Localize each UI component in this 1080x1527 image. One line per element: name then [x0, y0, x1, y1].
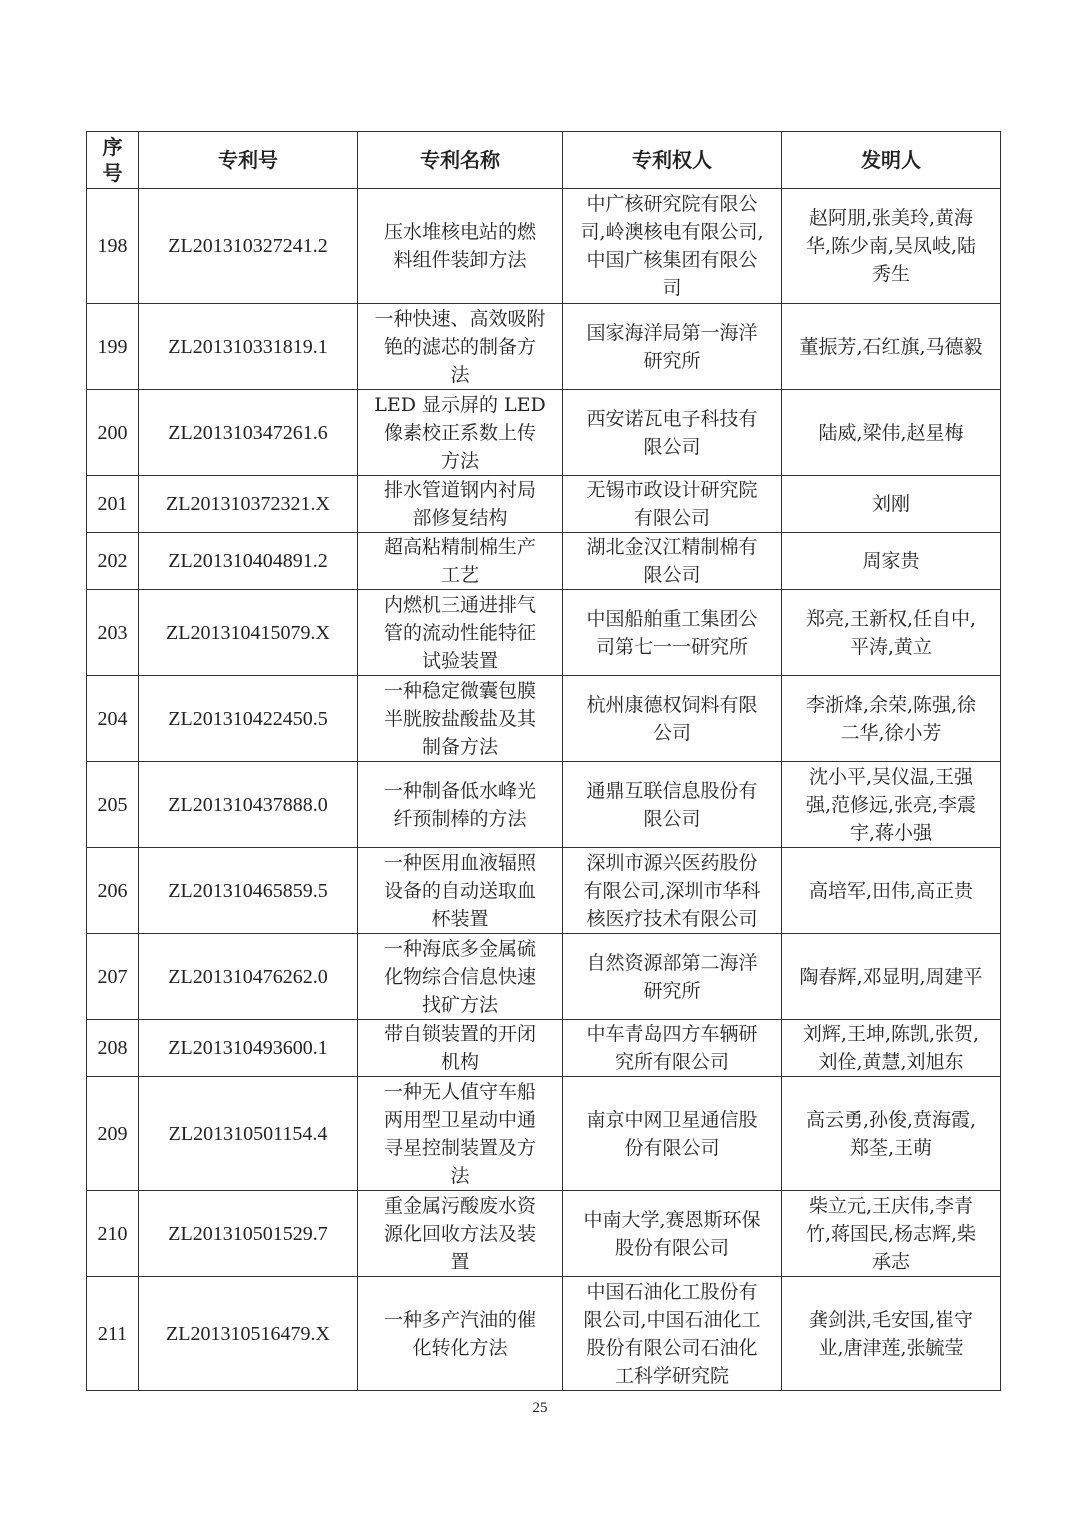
patent-name-cell: 排水管道钢内衬局 部修复结构 — [358, 476, 563, 533]
serial-number-cell: 200 — [87, 390, 139, 476]
table-header-row — [87, 132, 1001, 189]
header-patent-number: 专利号 — [139, 132, 358, 189]
inventors-cell: 沈小平,吴仪温,王强 强,范修远,张亮,李震 宇,蒋小强 — [782, 762, 1001, 848]
serial-number-cell: 203 — [87, 590, 139, 676]
inventors-cell: 刘辉,王坤,陈凯,张贺, 刘佺,黄慧,刘旭东 — [782, 1020, 1001, 1077]
patent-owner-cell: 中车青岛四方车辆研 究所有限公司 — [563, 1020, 782, 1077]
patent-owner-cell: 中广核研究院有限公 司,岭澳核电有限公司, 中国广核集团有限公 司 — [563, 189, 782, 304]
serial-number-cell: 208 — [87, 1020, 139, 1077]
header-inventors: 发明人 — [782, 132, 1001, 189]
serial-number-cell: 198 — [87, 189, 139, 304]
patent-number-cell: ZL201310422450.5 — [139, 676, 358, 762]
table-row — [87, 1191, 1001, 1277]
table-row — [87, 1077, 1001, 1191]
header-patent-owner: 专利权人 — [563, 132, 782, 189]
patent-number-cell: ZL201310501529.7 — [139, 1191, 358, 1277]
patent-name-cell: 压水堆核电站的燃 料组件装卸方法 — [358, 189, 563, 304]
patent-owner-cell: 湖北金汉江精制棉有 限公司 — [563, 533, 782, 590]
patent-name-cell: 重金属污酸废水资 源化回收方法及装 置 — [358, 1191, 563, 1277]
patent-owner-cell: 深圳市源兴医药股份 有限公司,深圳市华科 核医疗技术有限公司 — [563, 848, 782, 934]
patent-owner-cell: 中国船舶重工集团公 司第七一一研究所 — [563, 590, 782, 676]
patent-number-cell: ZL201310347261.6 — [139, 390, 358, 476]
header-serial: 序 号 — [87, 132, 139, 189]
patent-owner-cell: 西安诺瓦电子科技有 限公司 — [563, 390, 782, 476]
serial-number-cell: 205 — [87, 762, 139, 848]
inventors-cell: 董振芳,石红旗,马德毅 — [782, 304, 1001, 390]
table-row — [87, 533, 1001, 590]
patent-owner-cell: 中国石油化工股份有 限公司,中国石油化工 股份有限公司石油化 工科学研究院 — [563, 1277, 782, 1391]
patent-number-cell: ZL201310437888.0 — [139, 762, 358, 848]
patent-name-cell: 一种无人值守车船 两用型卫星动中通 寻星控制装置及方 法 — [358, 1077, 563, 1191]
patent-number-cell: ZL201310465859.5 — [139, 848, 358, 934]
patent-name-cell: 一种多产汽油的催 化转化方法 — [358, 1277, 563, 1391]
patent-number-cell: ZL201310331819.1 — [139, 304, 358, 390]
serial-number-cell: 206 — [87, 848, 139, 934]
serial-number-cell: 204 — [87, 676, 139, 762]
inventors-cell: 赵阿朋,张美玲,黄海 华,陈少南,吴凤岐,陆 秀生 — [782, 189, 1001, 304]
patent-owner-cell: 自然资源部第二海洋 研究所 — [563, 934, 782, 1020]
patent-owner-cell: 国家海洋局第一海洋 研究所 — [563, 304, 782, 390]
inventors-cell: 李浙烽,余荣,陈强,徐 二华,徐小芳 — [782, 676, 1001, 762]
page-number: 25 — [532, 1400, 548, 1416]
table-row — [87, 848, 1001, 934]
inventors-cell: 陶春辉,邓显明,周建平 — [782, 934, 1001, 1020]
patent-owner-cell: 南京中网卫星通信股 份有限公司 — [563, 1077, 782, 1191]
inventors-cell: 周家贵 — [782, 533, 1001, 590]
patent-name-cell: 内燃机三通进排气 管的流动性能特征 试验装置 — [358, 590, 563, 676]
table-row — [87, 1277, 1001, 1391]
table-row — [87, 1020, 1001, 1077]
patent-name-cell: 一种海底多金属硫 化物综合信息快速 找矿方法 — [358, 934, 563, 1020]
patent-name-cell: 超高粘精制棉生产 工艺 — [358, 533, 563, 590]
patent-name-cell: 一种稳定微囊包膜 半胱胺盐酸盐及其 制备方法 — [358, 676, 563, 762]
patent-table — [86, 131, 1001, 1391]
patent-owner-cell: 中南大学,赛恩斯环保 股份有限公司 — [563, 1191, 782, 1277]
patent-name-cell: LED 显示屏的 LED 像素校正系数上传 方法 — [358, 390, 563, 476]
table-body — [87, 189, 1001, 1391]
patent-number-cell: ZL201310415079.X — [139, 590, 358, 676]
patent-name-cell: 一种快速、高效吸附 铯的滤芯的制备方 法 — [358, 304, 563, 390]
table-row — [87, 590, 1001, 676]
patent-number-cell: ZL201310516479.X — [139, 1277, 358, 1391]
table-row — [87, 676, 1001, 762]
table-row — [87, 762, 1001, 848]
inventors-cell: 高云勇,孙俊,贲海霞, 郑荃,王萌 — [782, 1077, 1001, 1191]
table-row — [87, 189, 1001, 304]
patent-number-cell: ZL201310404891.2 — [139, 533, 358, 590]
table-row — [87, 304, 1001, 390]
inventors-cell: 郑亮,王新权,任自中, 平涛,黄立 — [782, 590, 1001, 676]
patent-number-cell: ZL201310493600.1 — [139, 1020, 358, 1077]
patent-number-cell: ZL201310501154.4 — [139, 1077, 358, 1191]
patent-owner-cell: 无锡市政设计研究院 有限公司 — [563, 476, 782, 533]
patent-number-cell: ZL201310327241.2 — [139, 189, 358, 304]
patent-owner-cell: 杭州康德权饲料有限 公司 — [563, 676, 782, 762]
table-row — [87, 934, 1001, 1020]
patent-name-cell: 一种制备低水峰光 纤预制棒的方法 — [358, 762, 563, 848]
inventors-cell: 陆威,梁伟,赵星梅 — [782, 390, 1001, 476]
inventors-cell: 高培军,田伟,高正贵 — [782, 848, 1001, 934]
serial-number-cell: 199 — [87, 304, 139, 390]
patent-name-cell: 一种医用血液辐照 设备的自动送取血 杯装置 — [358, 848, 563, 934]
serial-number-cell: 211 — [87, 1277, 139, 1391]
patent-name-cell: 带自锁装置的开闭 机构 — [358, 1020, 563, 1077]
table-row — [87, 476, 1001, 533]
table-row — [87, 390, 1001, 476]
inventors-cell: 刘刚 — [782, 476, 1001, 533]
serial-number-cell: 202 — [87, 533, 139, 590]
patent-number-cell: ZL201310476262.0 — [139, 934, 358, 1020]
serial-number-cell: 201 — [87, 476, 139, 533]
patent-owner-cell: 通鼎互联信息股份有 限公司 — [563, 762, 782, 848]
inventors-cell: 柴立元,王庆伟,李青 竹,蒋国民,杨志辉,柴 承志 — [782, 1191, 1001, 1277]
serial-number-cell: 207 — [87, 934, 139, 1020]
patent-number-cell: ZL201310372321.X — [139, 476, 358, 533]
serial-number-cell: 210 — [87, 1191, 139, 1277]
inventors-cell: 龚剑洪,毛安国,崔守 业,唐津莲,张毓莹 — [782, 1277, 1001, 1391]
serial-number-cell: 209 — [87, 1077, 139, 1191]
header-patent-name: 专利名称 — [358, 132, 563, 189]
